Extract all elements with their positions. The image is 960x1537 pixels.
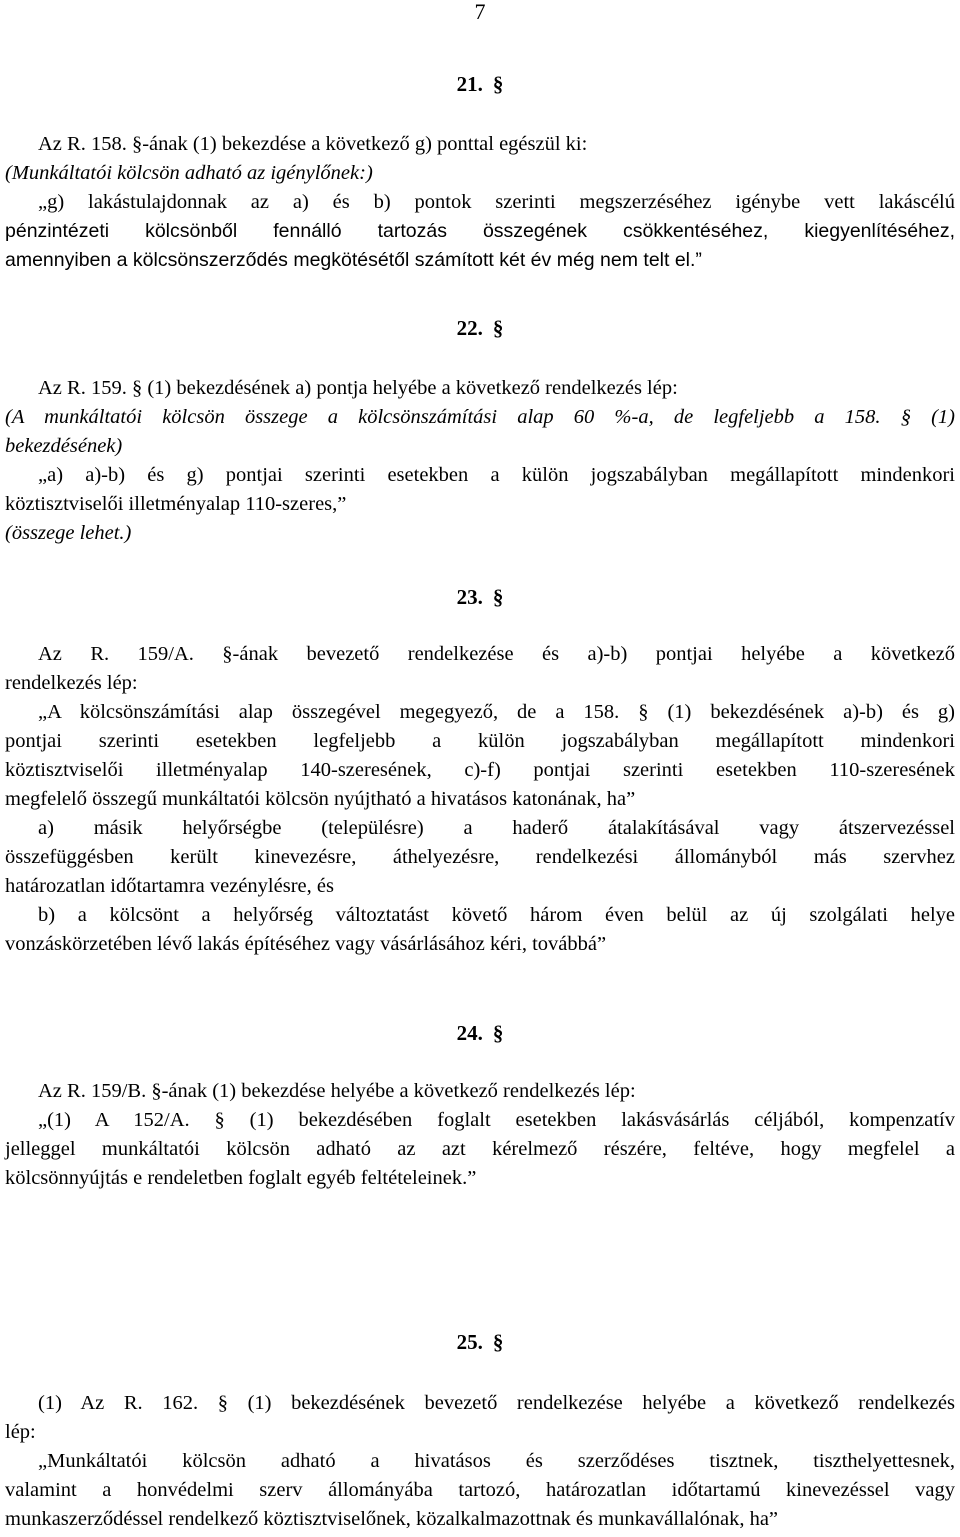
section-number: 22.	[456, 316, 483, 340]
italic-text: (A munkáltatói kölcsön összege a kölcsönszámítási alap 60 %-a, de legfeljebb a 158. § (1)	[5, 406, 955, 428]
paragraph-line: „A kölcsönszámítási alap összegével megegyező, de a 158. § (1) bekezdésének a)-b) és g)	[38, 701, 955, 723]
section-heading-24	[5, 1021, 955, 1045]
section-symbol: §	[492, 585, 504, 609]
section-heading-25	[5, 1330, 955, 1354]
paragraph-line: Az R. 158. §-ának (1) bekezdése a következő g) ponttal egészül ki:	[38, 133, 588, 155]
section-heading-23	[5, 585, 955, 609]
paragraph-line: Az R. 159. § (1) bekezdésének a) pontja helyébe a következő rendelkezés lép:	[38, 377, 678, 399]
section-23-body	[5, 640, 955, 959]
page-number: 7	[474, 0, 486, 24]
paragraph-line: rendelkezés lép:	[5, 672, 138, 694]
paragraph-line: amennyiben a kölcsönszerződés megkötésétől számított két év még nem telt el.”	[5, 249, 702, 271]
italic-text: (Munkáltatói kölcsön adható az igénylőnek:)	[5, 162, 373, 184]
paragraph-line: pontjai szerinti esetekben legfeljebb a külön jogszabályban megállapított mindenkori	[5, 730, 955, 752]
paragraph-line: „g) lakástulajdonnak az a) és b) pontok szerinti megszerzéséhez igénybe vett lakáscélú	[38, 191, 955, 213]
section-symbol: §	[492, 1330, 504, 1354]
section-symbol: §	[492, 72, 504, 96]
section-21-body	[5, 130, 955, 275]
paragraph-line: „Munkáltatói kölcsön adható a hivatásos és szerződéses tisztnek, tiszthelyettesnek,	[38, 1450, 955, 1472]
paragraph-line: vonzáskörzetében lévő lakás építéséhez vagy vásárlásához kéri, továbbá”	[5, 933, 607, 955]
paragraph-line: köztisztviselői illetményalap 110-szeres,”	[5, 493, 347, 515]
section-symbol: §	[492, 1021, 504, 1045]
paragraph-line: lép:	[5, 1421, 36, 1443]
paragraph-line: a) másik helyőrségbe (településre) a haderő átalakításával vagy átszervezéssel	[38, 817, 955, 839]
section-25-body	[5, 1389, 955, 1534]
paragraph-line: megfelelő összegű munkáltatói kölcsön nyújtható a hivatásos katonának, ha”	[5, 788, 636, 810]
paragraph-line-italic	[5, 159, 955, 188]
section-number: 24.	[456, 1021, 483, 1045]
paragraph-line: jelleggel munkáltatói kölcsön adható az azt kérelmező részére, feltéve, hogy megfelel a	[5, 1138, 955, 1160]
paragraph-line: pénzintézeti kölcsönből fennálló tartozás összegének csökkentéséhez, kiegyenlítéséhez,	[5, 220, 955, 242]
section-number: 21.	[456, 72, 483, 96]
paragraph-line: Az R. 159/B. §-ának (1) bekezdése helyébe a következő rendelkezés lép:	[38, 1080, 636, 1102]
section-number: 23.	[456, 585, 483, 609]
section-number: 25.	[456, 1330, 483, 1354]
italic-text: bekezdésének)	[5, 435, 123, 457]
paragraph-line: Az R. 159/A. §-ának bevezető rendelkezése és a)-b) pontjai helyébe a következő	[38, 643, 955, 665]
section-24-body	[5, 1077, 955, 1193]
section-heading-22	[5, 316, 955, 340]
paragraph-line-italic	[5, 519, 955, 548]
paragraph-line: valamint a honvédelmi szerv állományába tartozó, határozatlan időtartamú kinevezéssel vagy	[5, 1479, 955, 1501]
paragraph-line: (1) Az R. 162. § (1) bekezdésének bevezető rendelkezése helyébe a következő rendelkezés	[38, 1392, 955, 1414]
section-symbol: §	[492, 316, 504, 340]
section-22-body	[5, 374, 955, 548]
paragraph-line: „(1) A 152/A. § (1) bekezdésében foglalt esetekben lakásvásárlás céljából, kompenzatív	[38, 1109, 955, 1131]
paragraph-line: b) a kölcsönt a helyőrség változtatást követő három éven belül az új szolgálati helye	[38, 904, 955, 926]
paragraph-line: „a) a)-b) és g) pontjai szerinti esetekben a külön jogszabályban megállapított mindenkori	[38, 464, 955, 486]
paragraph-line: köztisztviselői illetményalap 140-szeresének, c)-f) pontjai szerinti esetekben 110-szeresének	[5, 759, 955, 781]
paragraph-line: határozatlan időtartamra vezénylésre, és	[5, 875, 334, 897]
paragraph-line-italic	[5, 432, 955, 461]
paragraph-line: összefüggésben került kinevezésre, áthelyezésre, rendelkezési állományból más szervhez	[5, 846, 955, 868]
paragraph-line: munkaszerződéssel rendelkező köztisztviselőnek, közalkalmazottnak és munkavállalónak, ha”	[5, 1508, 779, 1530]
paragraph-line-italic	[5, 403, 955, 432]
section-heading-21	[5, 72, 955, 96]
paragraph-line: kölcsönnyújtás e rendeletben foglalt egyéb feltételeinek.”	[5, 1167, 477, 1189]
italic-text: (összege lehet.)	[5, 522, 132, 544]
